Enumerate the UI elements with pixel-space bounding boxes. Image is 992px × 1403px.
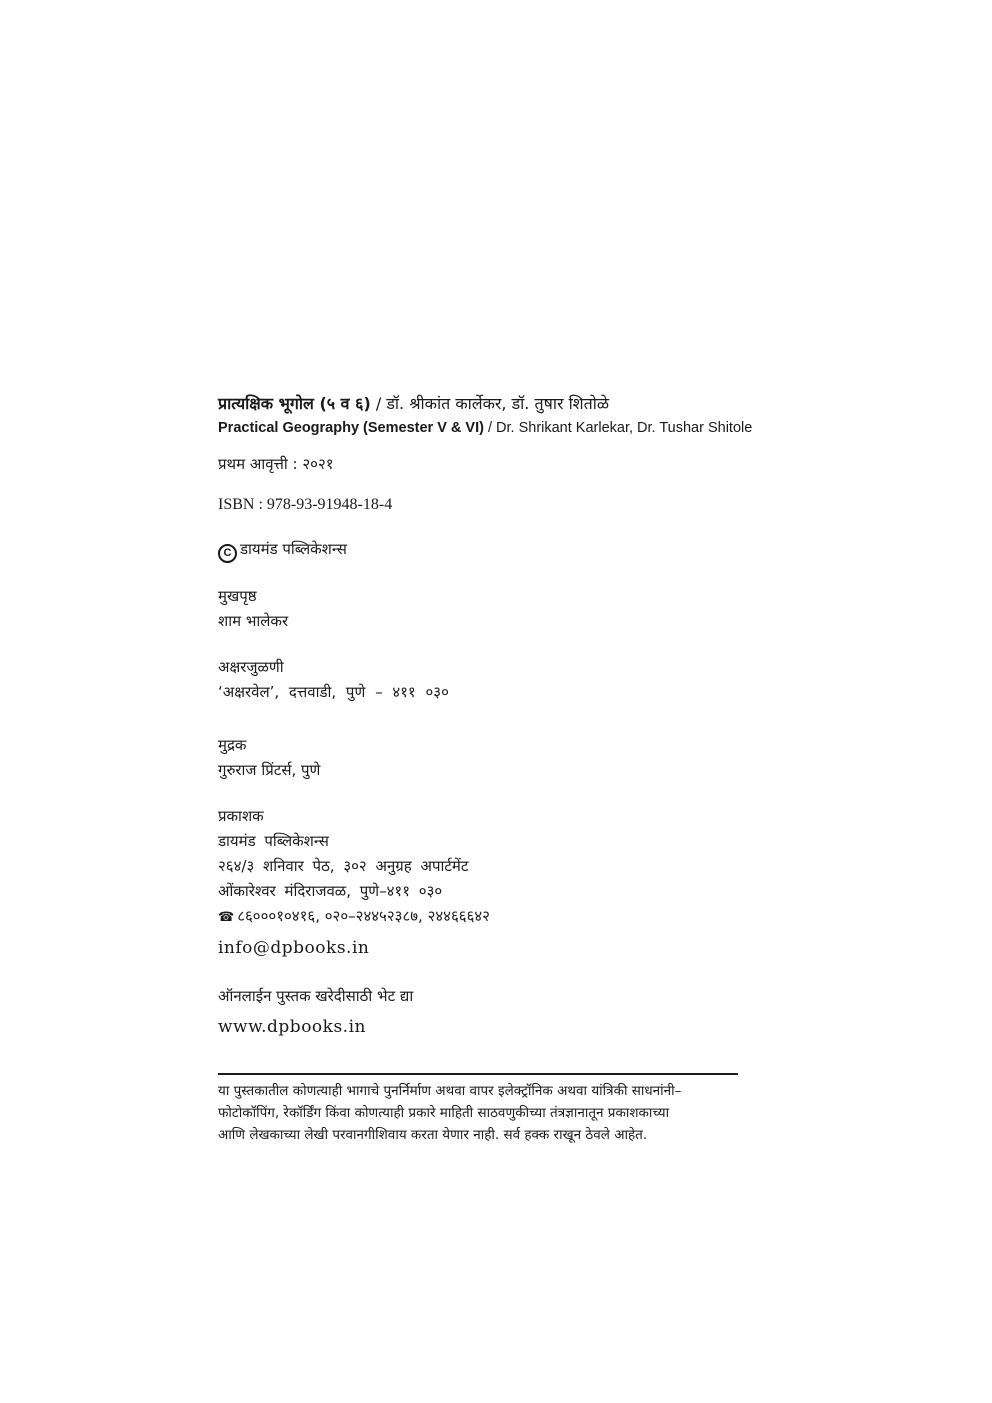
notice-line-3: आणि लेखकाच्या लेखी परवानगीशिवाय करता येणार नाही. सर्व हक्क राखून ठेवले आहेत.: [218, 1127, 648, 1143]
english-title-line: [218, 420, 752, 436]
publisher-name: डायमंड पब्लिकेशन्स: [218, 832, 329, 850]
printer-label: मुद्रक: [218, 736, 247, 754]
cover-artist: शाम भालेकर: [218, 612, 289, 630]
publisher-label: प्रकाशक: [218, 807, 264, 825]
copyright-icon: C: [218, 544, 237, 563]
copyright-notice: [218, 1080, 740, 1146]
publisher-address-line1: २६४/३ शनिवार पेठ, ३०२ अनुग्रह अपार्टमेंट: [218, 857, 469, 875]
publisher-phone: [218, 906, 490, 926]
copyright-line: [218, 539, 347, 563]
phone-numbers: ८६०००१०४१६, ०२०–२४४५२३८७, २४४६६६४२: [237, 907, 490, 925]
email-address[interactable]: info@dpbooks.in: [218, 938, 370, 958]
printer-value: गुरुराज प्रिंटर्स, पुणे: [218, 761, 321, 779]
typesetting-label: अक्षरजुळणी: [218, 658, 284, 676]
divider-rule: [218, 1073, 738, 1075]
typesetting-value: ‘अक्षरवेल’, दत्तवाडी, पुणे – ४११ ०३०: [218, 683, 449, 701]
online-purchase-note: ऑनलाईन पुस्तक खरेदीसाठी भेट द्या: [218, 987, 414, 1005]
english-book-title: Practical Geography (Semester V & VI): [218, 420, 484, 436]
english-authors: / Dr. Shrikant Karlekar, Dr. Tushar Shitole: [483, 420, 753, 436]
notice-line-2: फोटोकॉपिंग, रेकॉर्डिंग किंवा कोणत्याही प्रकारे माहिती साठवणुकीच्या तंत्रज्ञानातून प्रकाशकाच्या: [218, 1105, 670, 1121]
isbn: ISBN : 978-93-91948-18-4: [218, 496, 393, 513]
website-link[interactable]: www.dpbooks.in: [218, 1017, 366, 1037]
phone-icon: ☎: [218, 910, 235, 925]
marathi-book-title: प्रात्यक्षिक भूगोल (५ व ६): [218, 394, 371, 413]
copyright-holder: डायमंड पब्लिकेशन्स: [240, 540, 347, 558]
publisher-address-line2: ओंकारेश्वर मंदिराजवळ, पुणे–४११ ०३०: [218, 882, 443, 900]
marathi-authors: / डॉ. श्रीकांत कार्लेकर, डॉ. तुषार शितोळे: [370, 394, 610, 413]
cover-label: मुखपृष्ठ: [218, 587, 257, 605]
edition-info: प्रथम आवृत्ती : २०२१: [218, 455, 334, 473]
notice-line-1: या पुस्तकातील कोणत्याही भागाचे पुनर्निर्माण अथवा वापर इलेक्ट्रॉनिक अथवा यांत्रिकी साधनांनी–: [218, 1083, 682, 1099]
marathi-title-line: [218, 392, 609, 414]
